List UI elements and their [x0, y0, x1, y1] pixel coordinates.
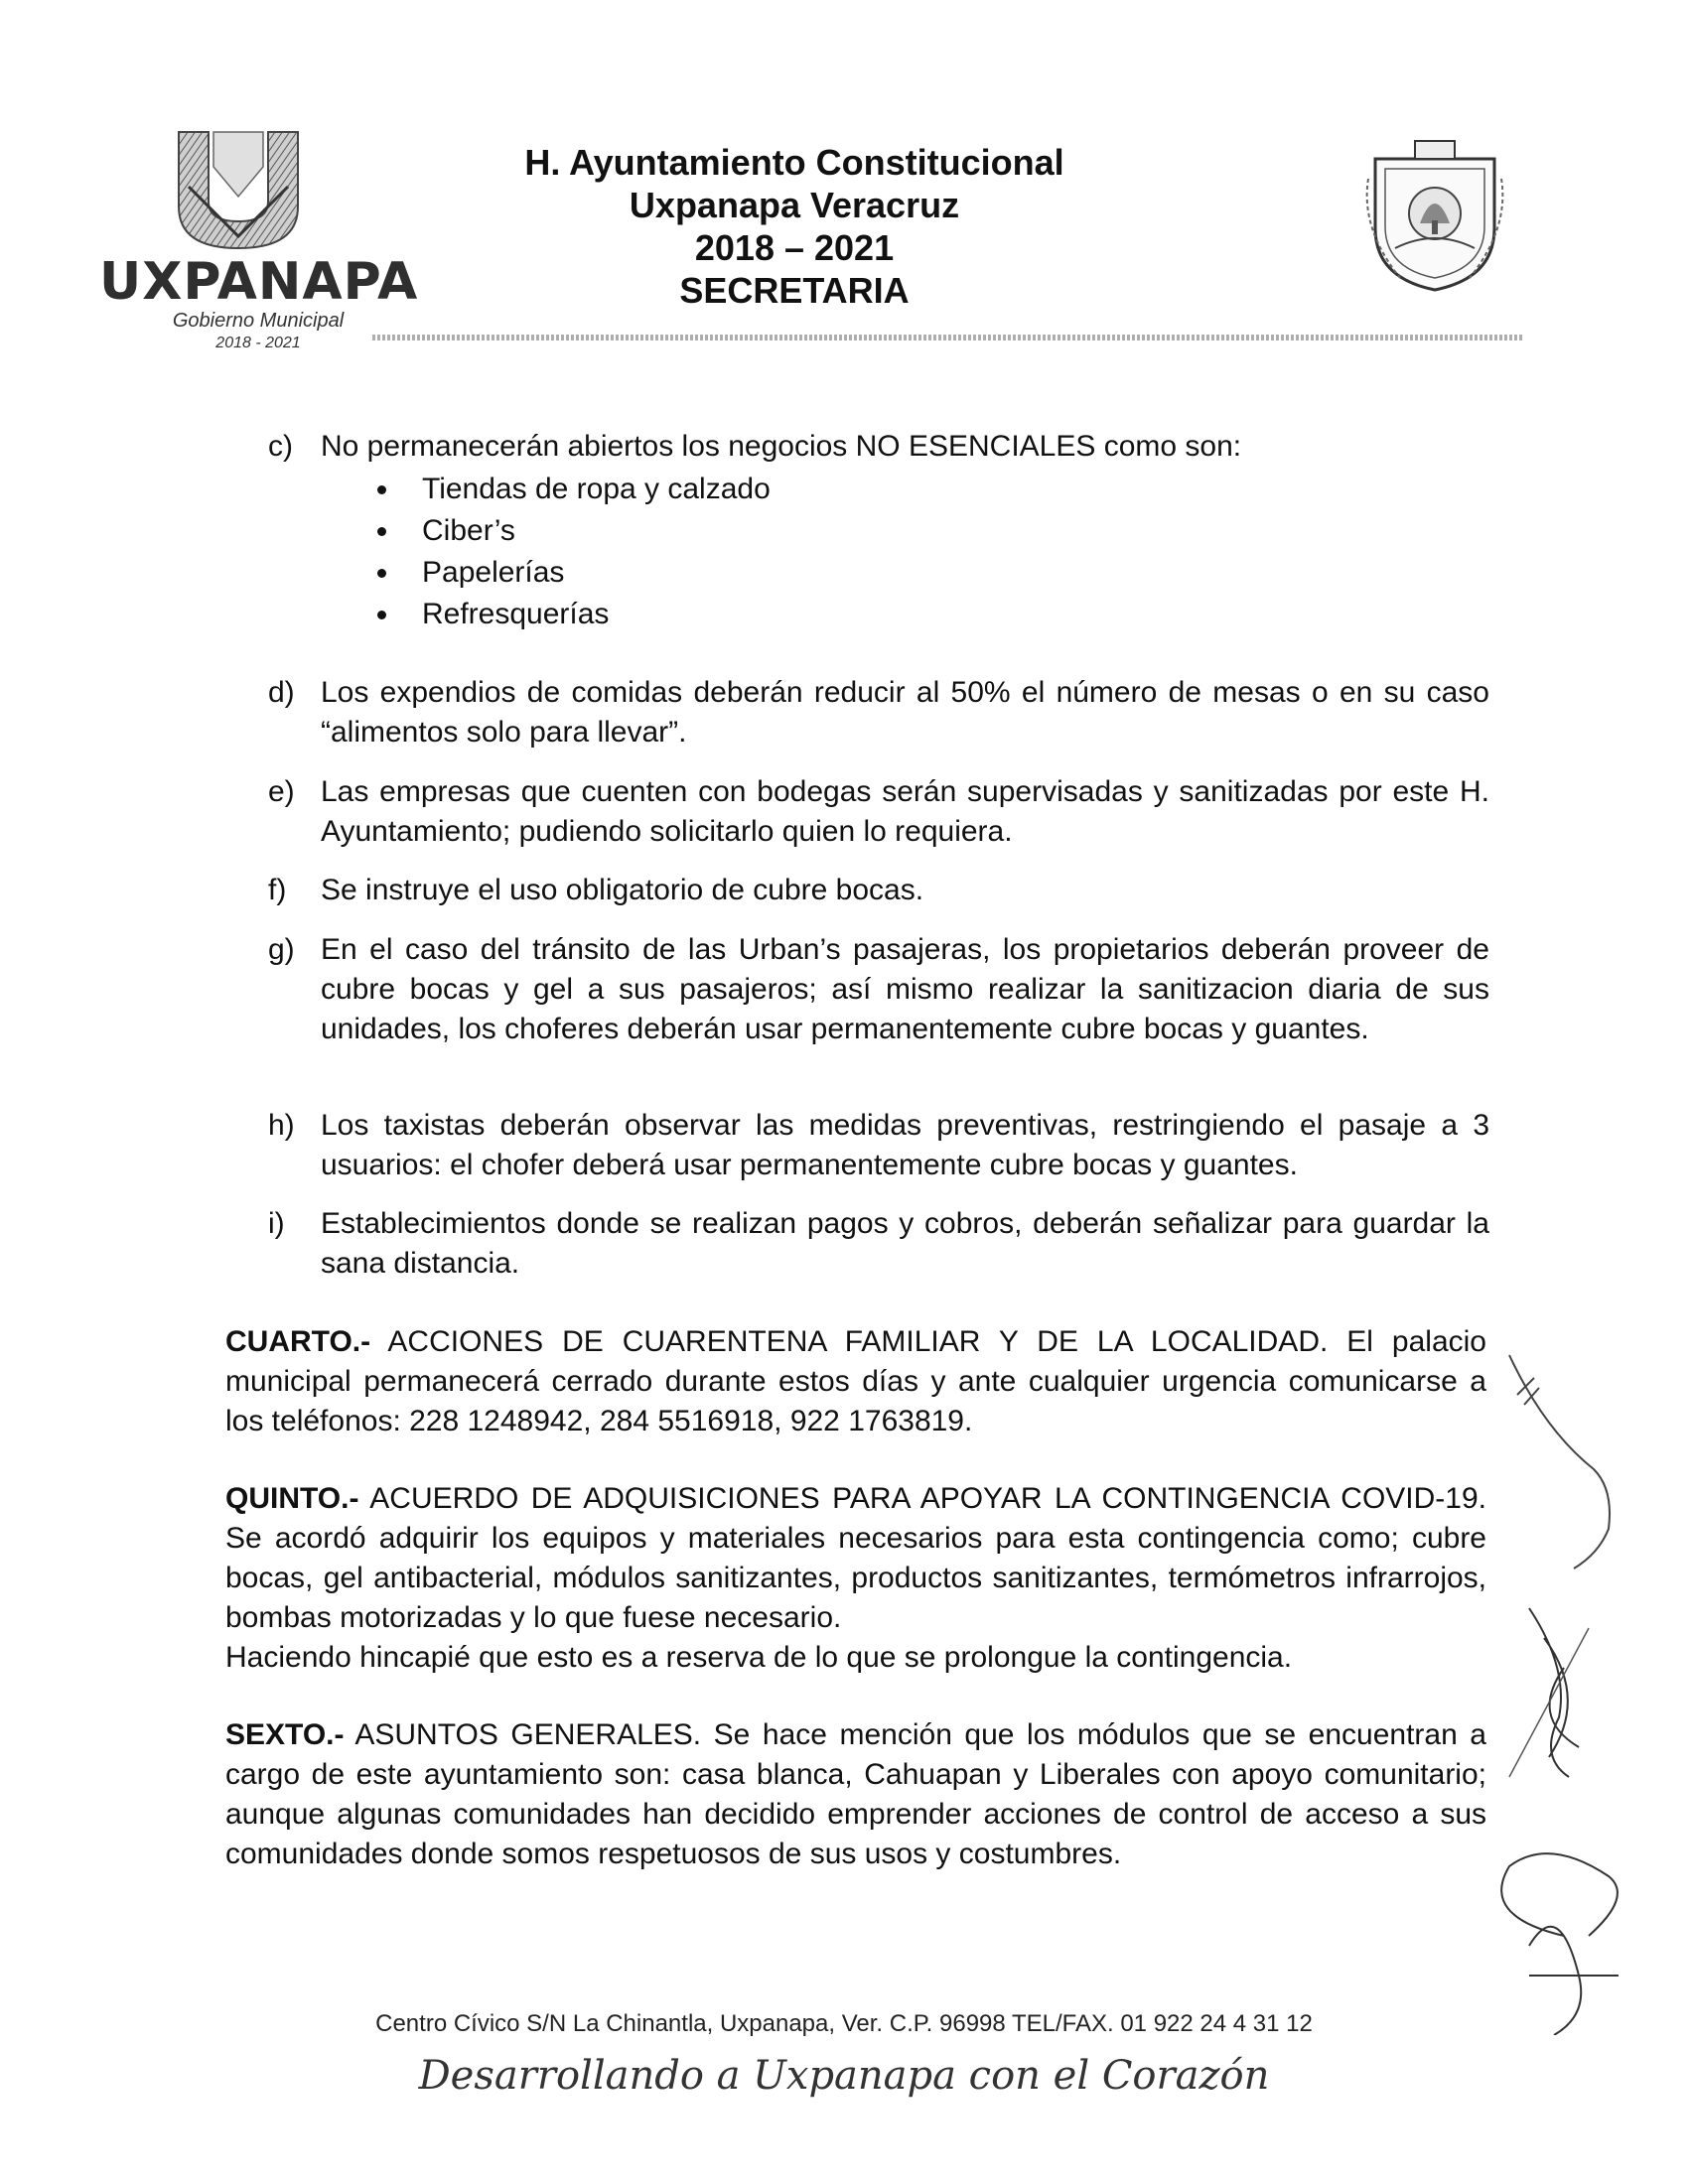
section-sexto: [225, 1715, 1486, 1874]
section-text: ACCIONES DE CUARENTENA FAMILIAR Y DE LA LOCALIDAD. El palacio municipal permanecerá cerrado durante estos días y ante cualquier urgencia comunicarse a los teléfonos: 228 1248942, 284 5516918, 922 1763819.: [225, 1325, 1486, 1437]
item-text: Los taxistas deberán observar las medidas preventivas, restringiendo el pasaje a 3 usuarios: el chofer deberá usar permanentemente cubre bocas y guantes.: [321, 1109, 1489, 1181]
municipal-seal: [1360, 129, 1509, 298]
list-item-d: [268, 673, 1489, 752]
logo-subtitle: Gobierno Municipal: [172, 310, 345, 332]
bullet-item: Tiendas de ropa y calzado: [367, 469, 1062, 510]
item-label: g): [268, 933, 295, 966]
item-text: En el caso del tránsito de las Urban’s pasajeras, los propietarios deberán proveer de cubre bocas y gel a sus pasajeros; así mismo realizar la sanitizacion diaria de sus unidades, los choferes deberán usar permanentemente cubre bocas y guantes.: [321, 933, 1489, 1045]
u-emblem-icon: [169, 127, 308, 251]
footer-address: Centro Cívico S/N La Chinantla, Uxpanapa, Ver. C.P. 96998 TEL/FAX. 01 922 24 4 31 12: [375, 2010, 1313, 2037]
logo-years: 2018 - 2021: [215, 335, 301, 351]
bullet-icon: [377, 527, 386, 536]
header-line-1: H. Ayuntamiento Constitucional: [524, 142, 1064, 183]
bullet-item: Refresquerías: [367, 594, 1062, 635]
footer-slogan: Desarrollando a Uxpanapa con el Corazón: [418, 2053, 1270, 2099]
item-label: h): [268, 1109, 295, 1142]
item-text: No permanecerán abiertos los negocios NO ESENCIALES como son:: [321, 430, 1242, 463]
bullet-item: Ciber’s: [367, 510, 1062, 552]
list-item-f: [268, 871, 1489, 910]
list-item-g: [268, 930, 1489, 1089]
item-label: i): [268, 1207, 285, 1240]
section-text: ACUERDO DE ADQUISICIONES PARA APOYAR LA CONTINGENCIA COVID-19. Se acordó adquirir los equipos y materiales necesarios para esta contingencia como; cubre bocas, gel antibacterial, módulos sanitizantes, productos sanitizantes, termómetros infrarrojos, bombas motorizadas y lo que fuese necesario.: [225, 1482, 1486, 1634]
section-quinto: [225, 1479, 1486, 1678]
item-text: Las empresas que cuenten con bodegas serán supervisadas y sanitizadas por este H. Ayuntamiento; pudiendo solicitarlo quien lo requiera.: [321, 775, 1489, 848]
list-item-i: [268, 1204, 1489, 1284]
section-text: ASUNTOS GENERALES. Se hace mención que los módulos que se encuentran a cargo de este ayuntamiento son: casa blanca, Cahuapan y Liberales con apoyo comunitario; aunque algunas comunidades han decidido emprender acciones de control de acceso a sus comunidades donde somos respetuosos de sus usos y costumbres.: [225, 1718, 1486, 1870]
bullet-icon: [377, 569, 386, 578]
list-item-e: [268, 772, 1489, 852]
letterhead-title: [477, 141, 1112, 312]
bullet-icon: [377, 611, 386, 619]
handwritten-signature: [1470, 1340, 1648, 2035]
coat-of-arms-icon: [1360, 129, 1509, 298]
item-label: d): [268, 676, 295, 709]
bullet-item: Papelerías: [367, 552, 1062, 594]
logo-brand-text: UXPANAPA: [99, 252, 419, 312]
municipal-logo: [99, 127, 419, 355]
list-item-h: [268, 1106, 1489, 1185]
section-heading: CUARTO.-: [225, 1325, 371, 1358]
item-text: Establecimientos donde se realizan pagos y cobros, deberán señalizar para guardar la sana distancia.: [321, 1207, 1489, 1280]
item-label: f): [268, 874, 287, 906]
item-text: Los expendios de comidas deberán reducir al 50% el número de mesas o en su caso “alimentos solo para llevar”.: [321, 676, 1489, 749]
section-heading: QUINTO.-: [225, 1482, 359, 1515]
item-label: e): [268, 775, 295, 808]
list-item-c: [268, 427, 1489, 467]
header-line-3: 2018 – 2021: [694, 227, 895, 268]
header-divider: [372, 335, 1524, 341]
section-cuarto: [225, 1322, 1486, 1441]
bullet-icon: [377, 485, 386, 494]
section-text-note: Haciendo hincapié que esto es a reserva de lo que se prolongue la contingencia.: [225, 1641, 1293, 1674]
header-line-4: SECRETARIA: [679, 270, 910, 311]
section-heading: SEXTO.-: [225, 1718, 345, 1751]
non-essential-business-list: [367, 469, 1062, 635]
item-text: Se instruye el uso obligatorio de cubre bocas.: [321, 874, 924, 906]
header-line-2: Uxpanapa Veracruz: [629, 185, 960, 225]
item-label: c): [268, 430, 293, 463]
